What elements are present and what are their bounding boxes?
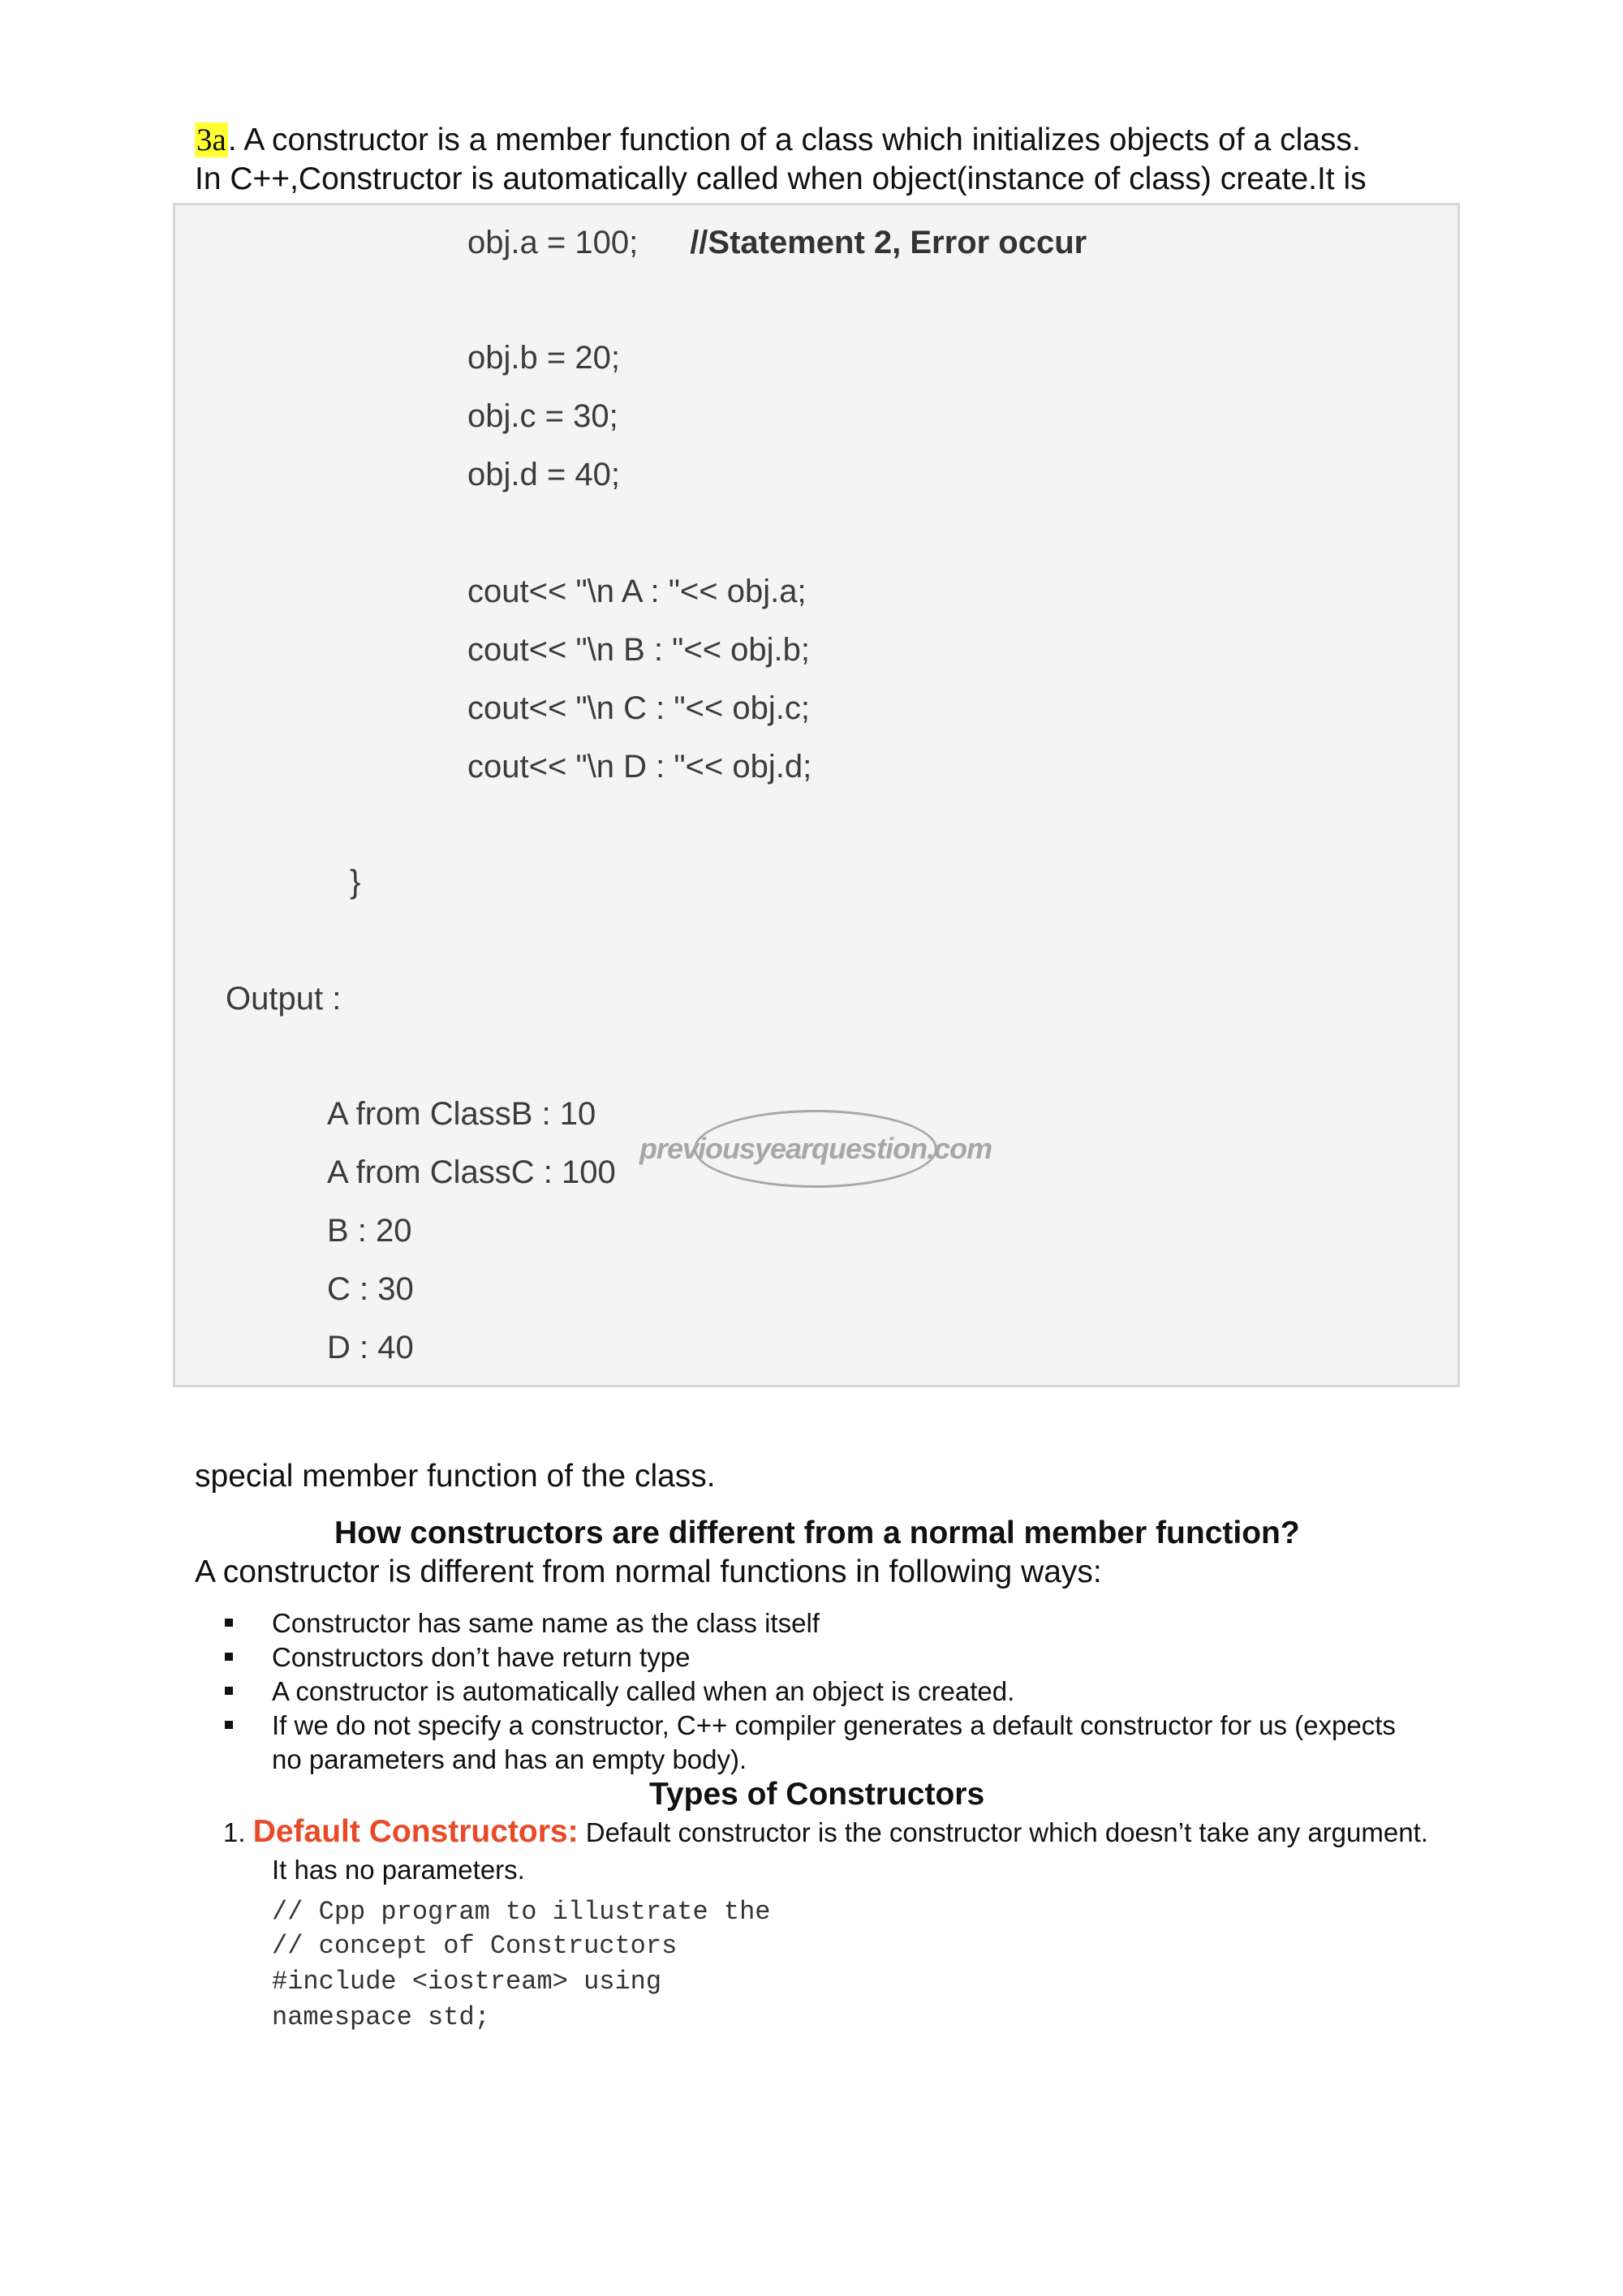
difference-list: [223, 1606, 1424, 1777]
output-line: B : 20: [327, 1213, 412, 1249]
code-line-stmt-c: obj.c = 30;: [467, 398, 618, 434]
code-sample-line: // Cpp program to illustrate the: [272, 1897, 771, 1927]
code-comment-statement-2: //Statement 2, Error occur: [690, 225, 1087, 260]
code-sample-line: namespace std;: [272, 2002, 490, 2032]
code-stmt-a: obj.a = 100;: [467, 225, 639, 260]
output-line: A from ClassB : 10: [327, 1096, 596, 1132]
watermark-text: previousyearquestion.com: [639, 1132, 992, 1165]
default-constructors-title: Default Constructors:: [252, 1814, 579, 1849]
intro-line-2: In C++,Constructor is automatically called when object(instance of class) create.It is: [195, 161, 1367, 196]
code-line-cout-c: cout<< "\n C : "<< obj.c;: [467, 690, 810, 726]
default-constructors-text: Default constructor is the constructor which doesn’t take any argument.: [585, 1817, 1428, 1847]
code-close-brace: }: [350, 864, 361, 900]
diff-intro: A constructor is different from normal functions in following ways:: [195, 1554, 1102, 1589]
diff-heading: How constructors are different from a normal member function?: [334, 1516, 1300, 1550]
code-sample-line: // concept of Constructors: [272, 1931, 678, 1961]
question-label: 3a: [196, 123, 226, 157]
intro-line-1: [195, 122, 1361, 159]
code-line-stmt-d: obj.d = 40;: [467, 457, 620, 492]
continuation-text: special member function of the class.: [195, 1459, 716, 1494]
code-line-cout-d: cout<< "\n D : "<< obj.d;: [467, 749, 812, 785]
types-heading: Types of Constructors: [649, 1777, 985, 1812]
code-line-stmt-b: obj.b = 20;: [467, 340, 620, 376]
code-line-cout-a: cout<< "\n A : "<< obj.a;: [467, 574, 807, 609]
list-item: If we do not specify a constructor, C++ compiler generates a default constructor for us (expects no parameters and has an empty body).: [223, 1709, 1424, 1777]
default-constructor-item: [223, 1814, 1428, 1850]
code-line-stmt-a: [467, 225, 1087, 261]
code-box: [173, 203, 1460, 1387]
item-number: 1.: [223, 1817, 246, 1847]
list-item: Constructor has same name as the class itself: [223, 1606, 1424, 1640]
output-line: C : 30: [327, 1271, 414, 1307]
code-line-cout-b: cout<< "\n B : "<< obj.b;: [467, 632, 811, 668]
output-line: D : 40: [327, 1330, 414, 1365]
watermark-logo: [639, 1110, 992, 1188]
intro-line-1-text: . A constructor is a member function of a class which initializes objects of a class.: [227, 123, 1361, 157]
code-sample-line: #include <iostream> using: [272, 1967, 662, 1997]
list-item: A constructor is automatically called when an object is created.: [223, 1675, 1424, 1709]
list-item: Constructors don’t have return type: [223, 1640, 1424, 1675]
output-label: Output :: [226, 981, 342, 1017]
output-line: A from ClassC : 100: [327, 1154, 616, 1190]
default-constructors-text-2: It has no parameters.: [272, 1855, 525, 1885]
